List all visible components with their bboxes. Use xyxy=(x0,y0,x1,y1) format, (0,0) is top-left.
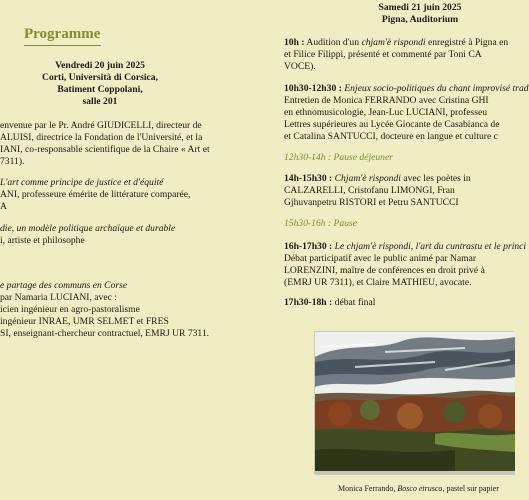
session-line: en ethnomusicologie, Jean-Luc LUCIANI, professeu xyxy=(284,107,488,118)
afternoon-break: 15h30-16h : Pause xyxy=(284,218,358,229)
session-1030 xyxy=(284,83,529,95)
session-line: Débat participatif avec le public animé par Namar xyxy=(284,253,477,264)
session-time: 14h-15h30 : xyxy=(284,173,333,184)
session-line: Entretien de Monica FERRANDO avec Cristina GHI xyxy=(284,95,489,106)
session-text: enregistré à Pigna en xyxy=(425,37,509,48)
friday-date: Vendredi 20 juin 2025 xyxy=(55,60,145,71)
session-14h xyxy=(284,173,471,185)
session-line: LORENZINI, maître de conférences en droit privé à xyxy=(284,265,485,276)
session-text: Audition d'un xyxy=(304,37,362,48)
talk2-title: die, un modèle politique archaïque et durable xyxy=(0,223,176,234)
friday-place-2: Batiment Coppolani, xyxy=(57,84,143,95)
session-text: débat final xyxy=(332,297,376,308)
welcome-line: IANI, co-responsable scientifique de la Chaire « Art et xyxy=(0,144,210,155)
welcome-line: ALUISI, directrice la Fondation de l'Université, et la xyxy=(0,132,203,143)
session-line: VOCE). xyxy=(284,61,316,72)
round-table-title: e partage des communs en Corse xyxy=(0,280,128,291)
session-10h xyxy=(284,37,508,49)
painting-bosco-etrusco xyxy=(314,331,514,474)
session-title: Enjeux socio-politiques du chant improvisé trad xyxy=(341,83,529,94)
title-underline xyxy=(24,45,101,46)
session-time: 17h30-18h : xyxy=(284,297,333,308)
round-table-line: ingénieur INRAE, UMR SELMET et FRES xyxy=(0,316,169,327)
round-table-line: icien ingénieur en agro-pastoralisme xyxy=(0,304,140,315)
programme-title: Programme xyxy=(24,26,101,42)
saturday-place: Pigna, Auditorium xyxy=(381,14,459,25)
session-line: Gjhuvanpetru RISTORI et Petru SANTUCCI xyxy=(284,197,459,208)
caption-medium: , pastel sur papier xyxy=(442,484,499,493)
talk2-line: i, artiste et philosophe xyxy=(0,235,85,246)
session-emphasis: chjam'è rispondi xyxy=(361,37,426,48)
round-table-line: SI, enseignant-chercheur contractuel, EMRJ UR 7311. xyxy=(0,328,210,339)
session-emphasis: Chjam'è rispondi xyxy=(334,173,401,184)
friday-place-1: Corti, Università di Corsica, xyxy=(42,72,158,83)
session-time: 16h-17h30 : xyxy=(284,241,333,252)
session-17h30 xyxy=(284,297,375,309)
landscape-painting xyxy=(315,332,515,475)
session-time: 10h30-12h30 : xyxy=(284,83,342,94)
welcome-line: 7311). xyxy=(0,156,25,167)
round-table-line: par Namaria LUCIANI, avec : xyxy=(0,292,117,303)
welcome-line: envenue par le Pr. André GIUDICELLI, directeur de xyxy=(0,120,202,131)
talk1-title: L'art comme principe de justice et d'équité xyxy=(0,177,164,188)
session-16h xyxy=(284,241,526,253)
talk1-line: ANI, professeure émérite de littérature comparée, xyxy=(0,189,191,200)
caption-work: Bosco etrusco xyxy=(397,484,443,493)
lunch-break: 12h30-14h : Pause déjeuner xyxy=(284,152,393,163)
caption-author: Monica Ferrando, xyxy=(338,484,398,493)
session-text: avec les poètes in xyxy=(400,173,471,184)
session-line: (EMRJ UR 7311), et Claire MATHIEU, avocate. xyxy=(284,277,472,288)
saturday-date: Samedi 21 juin 2025 xyxy=(378,2,462,13)
painting-caption xyxy=(338,483,499,495)
session-title: Le chjam'è rispondi, l'art du cuntrastu et le princi xyxy=(332,241,527,252)
session-line: et Catalina SANTUCCI, docteure en langue et culture c xyxy=(284,131,498,142)
session-line: Lettres supérieures au Lycée Giocante de Casabianca de xyxy=(284,119,500,130)
session-line: et Filice Filippi, présenté et commenté par Toni CA xyxy=(284,49,482,60)
session-time: 10h : xyxy=(284,37,305,48)
talk1-line: A xyxy=(0,201,7,212)
friday-place-3: salle 201 xyxy=(82,96,118,107)
session-line: CALZARELLI, Cristofanu LIMONGI, Fran xyxy=(284,185,455,196)
